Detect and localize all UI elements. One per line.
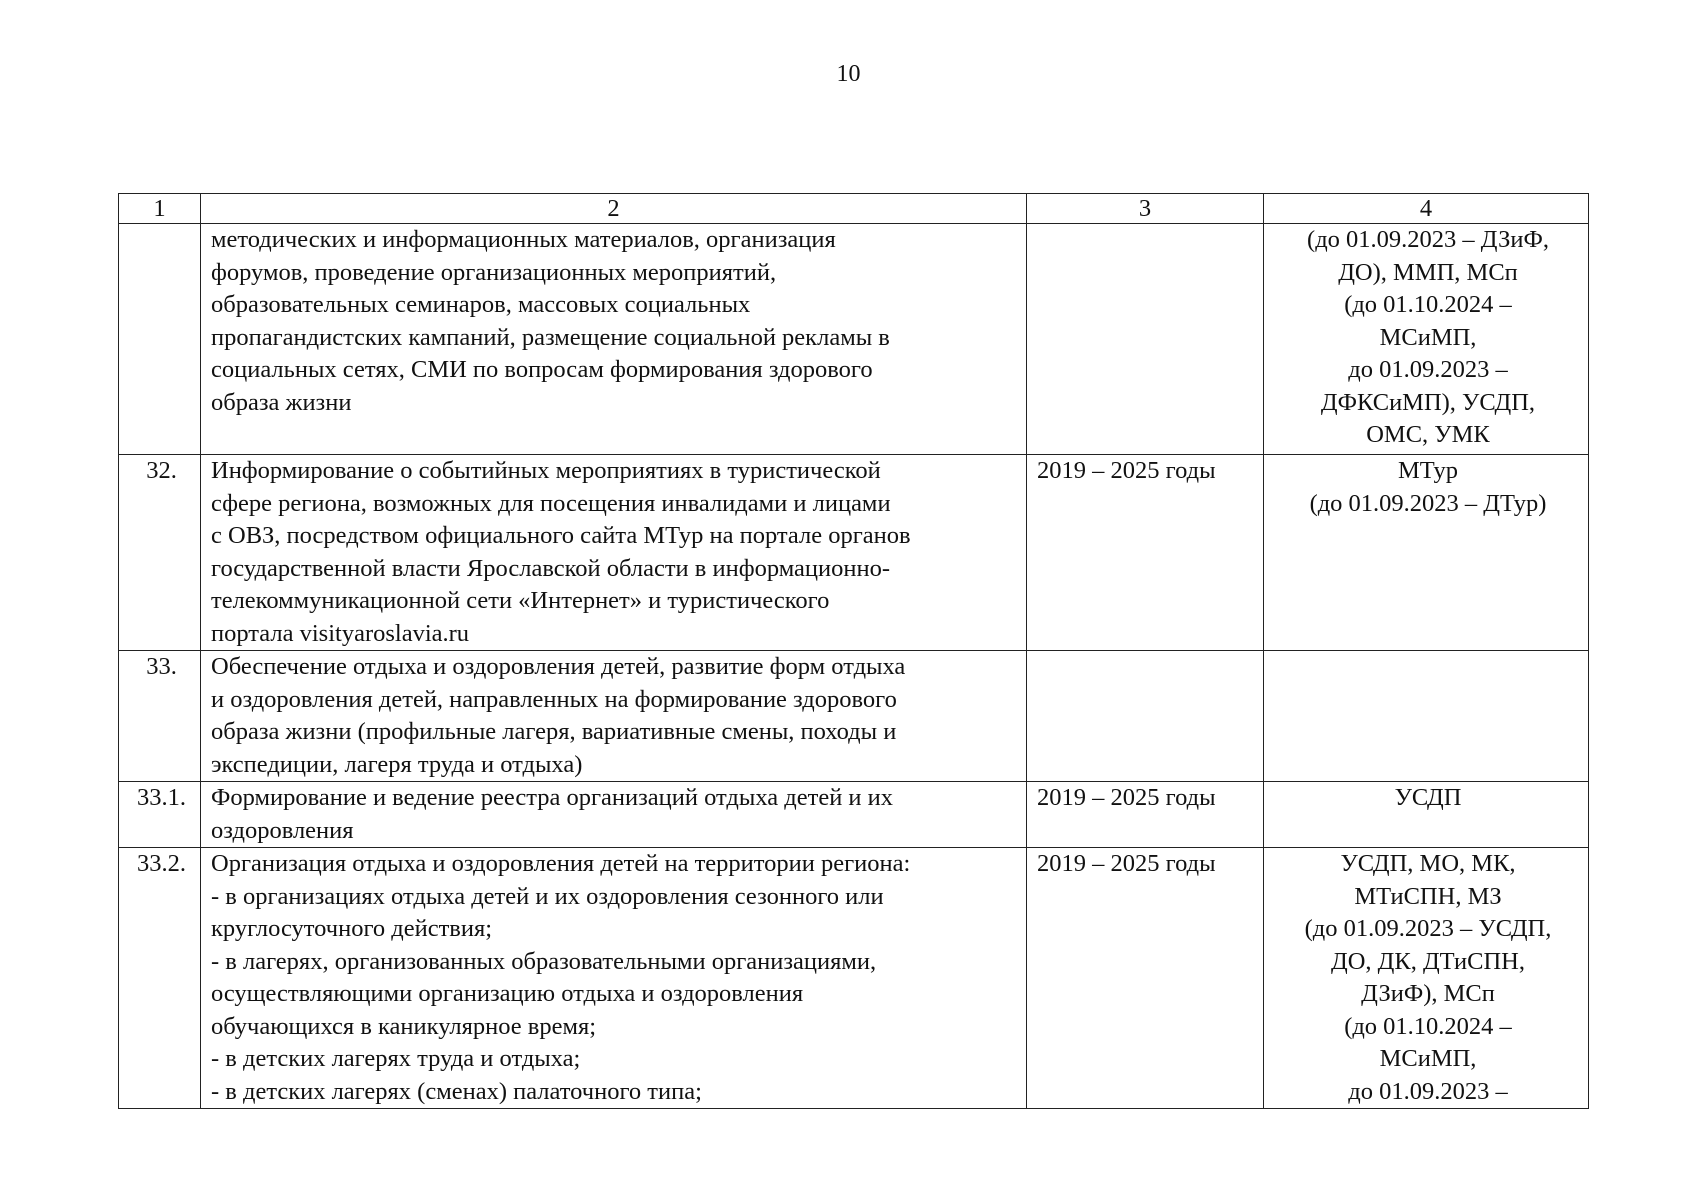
- executor-line: (до 01.09.2023 – ДЗиФ,: [1307, 226, 1549, 253]
- description-line: портала visityaroslavia.ru: [211, 619, 470, 647]
- description-line: социальных сетях, СМИ по вопросам формирования здорового: [211, 356, 873, 383]
- executors-cell: [1264, 224, 1589, 455]
- period-cell: 2019 – 2025 годы: [1027, 455, 1264, 651]
- description-line: и оздоровления детей, направленных на формирование здорового: [211, 685, 897, 713]
- table-row: [119, 224, 1589, 455]
- table-row: [119, 455, 1589, 651]
- executors-cell: [1264, 782, 1589, 848]
- description-line: - в лагерях, организованных образовательными организациями,: [211, 947, 877, 975]
- table-header-row: [119, 194, 1589, 224]
- header-cell-4: 4: [1264, 194, 1589, 224]
- activity-description-cell: [201, 848, 1027, 1109]
- description-line: образа жизни (профильные лагеря, вариативные смены, походы и: [211, 718, 897, 745]
- executor-line: ОМС, УМК: [1366, 421, 1490, 448]
- header-cell-1: 1: [119, 194, 201, 224]
- executor-line: МСиМП,: [1379, 1045, 1477, 1072]
- description-line: Информирование о событийных мероприятиях в туристической: [211, 457, 881, 484]
- executor-line: МСиМП,: [1379, 323, 1477, 351]
- executor-line: МТур: [1397, 457, 1459, 484]
- executor-line: (до 01.09.2023 – УСДП,: [1304, 915, 1552, 942]
- executor-line: МТиСПН, МЗ: [1354, 882, 1502, 910]
- description-line: осуществляющими организацию отдыха и оздоровления: [211, 980, 804, 1007]
- description-line: телекоммуникационной сети «Интернет» и туристического: [211, 587, 830, 614]
- activity-description-cell: [201, 782, 1027, 848]
- page-number: 10: [836, 61, 861, 87]
- description-line: обучающихся в каникулярное время;: [211, 1012, 597, 1040]
- executor-line: ДО), ММП, МСп: [1338, 258, 1518, 286]
- description-line: Формирование и ведение реестра организаций отдыха детей и их: [211, 784, 894, 811]
- description-line: сфере региона, возможных для посещения инвалидами и лицами: [211, 489, 891, 517]
- description-line: с ОВЗ, посредством официального сайта МТур на портале органов: [211, 522, 911, 549]
- activities-table: [118, 193, 1589, 1109]
- description-line: круглосуточного действия;: [211, 915, 493, 942]
- description-line: образовательных семинаров, массовых социальных: [211, 291, 751, 318]
- row-number-cell: [119, 224, 201, 455]
- description-line: Организация отдыха и оздоровления детей на территории региона:: [211, 850, 911, 877]
- description-line: - в детских лагерях труда и отдыха;: [211, 1045, 581, 1072]
- activity-description-cell: [201, 455, 1027, 651]
- row-number-cell: 33.1.: [119, 782, 201, 848]
- executor-line: ДЗиФ), МСп: [1361, 980, 1495, 1007]
- description-line: государственной власти Ярославской области в информационно-: [211, 554, 891, 582]
- period-cell: 2019 – 2025 годы: [1027, 782, 1264, 848]
- row-number-cell: 32.: [119, 455, 201, 651]
- activity-description-cell: [201, 224, 1027, 455]
- table-row: [119, 848, 1589, 1109]
- description-line: - в организациях отдыха детей и их оздоровления сезонного или: [211, 882, 884, 910]
- description-line: методических и информационных материалов, организация: [211, 226, 836, 253]
- description-line: образа жизни: [211, 388, 352, 416]
- description-line: - в детских лагерях (сменах) палаточного типа;: [211, 1077, 702, 1105]
- period-cell: 2019 – 2025 годы: [1027, 848, 1264, 1109]
- description-line: экспедиции, лагеря труда и отдыха): [211, 750, 583, 778]
- executor-line: ДО, ДК, ДТиСПН,: [1331, 947, 1525, 975]
- executors-cell: [1264, 848, 1589, 1109]
- executor-line: до 01.09.2023 –: [1348, 356, 1508, 383]
- executor-line: (до 01.10.2024 –: [1344, 1012, 1512, 1040]
- row-number-cell: 33.: [119, 651, 201, 782]
- executor-line: УСДП, МО, МК,: [1340, 850, 1516, 877]
- table-row: [119, 651, 1589, 782]
- executor-line: УСДП: [1394, 784, 1462, 811]
- row-number-cell: 33.2.: [119, 848, 201, 1109]
- header-cell-3: 3: [1027, 194, 1264, 224]
- description-line: Обеспечение отдыха и оздоровления детей, развитие форм отдыха: [211, 653, 906, 680]
- executor-line: (до 01.09.2023 – ДТур): [1309, 489, 1547, 517]
- description-line: пропагандистских кампаний, размещение социальной рекламы в: [211, 323, 890, 351]
- table-row: [119, 782, 1589, 848]
- activity-description-cell: [201, 651, 1027, 782]
- executors-cell: [1264, 455, 1589, 651]
- period-cell: [1027, 651, 1264, 782]
- executor-line: до 01.09.2023 –: [1348, 1077, 1508, 1105]
- header-cell-2: 2: [201, 194, 1027, 224]
- executor-line: (до 01.10.2024 –: [1344, 291, 1512, 318]
- period-cell: [1027, 224, 1264, 455]
- description-line: форумов, проведение организационных мероприятий,: [211, 258, 777, 286]
- description-line: оздоровления: [211, 816, 354, 844]
- executor-line: ДФКСиМП), УСДП,: [1320, 388, 1536, 416]
- executors-cell: [1264, 651, 1589, 782]
